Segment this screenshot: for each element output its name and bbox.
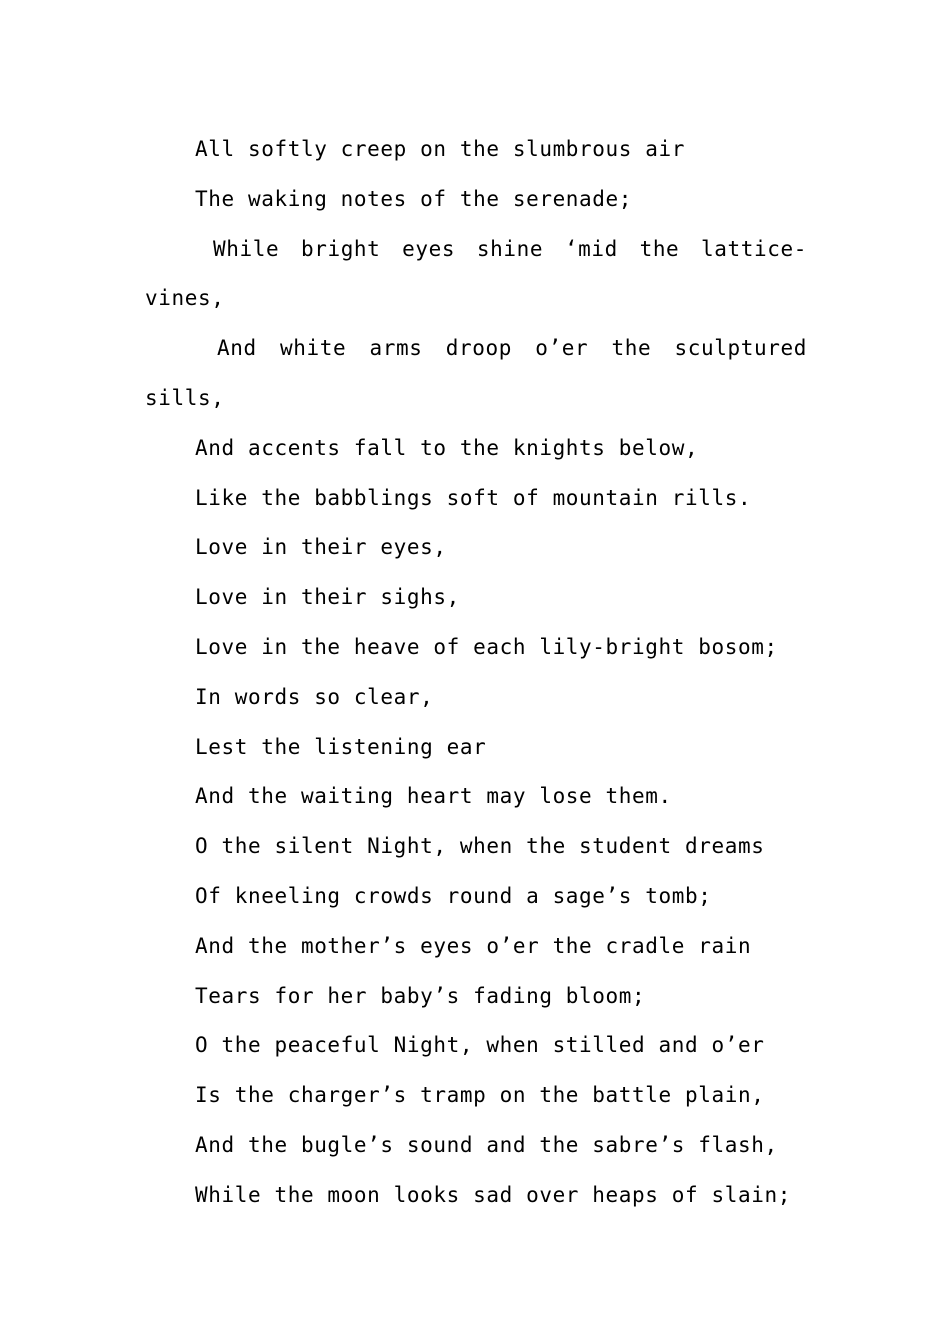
- poem-line: vines,: [145, 286, 225, 311]
- poem-line: All softly creep on the slumbrous air: [195, 137, 685, 161]
- poem-line: Tears for her baby’s fading bloom;: [195, 983, 646, 1008]
- poem-line: Love in the heave of each lily-bright bosom;: [195, 634, 778, 659]
- poem-line: Lest the listening ear: [195, 734, 487, 759]
- poem-line: The waking notes of the serenade;: [195, 186, 633, 211]
- poem-line: And accents fall to the knights below,: [195, 435, 699, 460]
- poem-line: Love in their eyes,: [195, 535, 447, 560]
- poem-line: And the waiting heart may lose them.: [195, 784, 672, 809]
- poem-line: Like the babblings soft of mountain rills.: [195, 485, 752, 510]
- poem-line: And the bugle’s sound and the sabre’s flash,: [195, 1132, 778, 1157]
- poem-line: O the peaceful Night, when stilled and o’er: [195, 1033, 765, 1058]
- poem-line: And white arms droop o’er the sculptured: [217, 336, 807, 361]
- poem-line: sills,: [145, 385, 225, 410]
- poem-body: [145, 125, 807, 1221]
- poem-line: While the moon looks sad over heaps of slain;: [195, 1182, 791, 1207]
- poem-line: O the silent Night, when the student dreams: [195, 834, 765, 859]
- poem-line: In words so clear,: [195, 684, 434, 709]
- poem-line: Of kneeling crowds round a sage’s tomb;: [195, 883, 712, 908]
- poem-line: Love in their sighs,: [195, 585, 460, 610]
- poem-line: While bright eyes shine ‘mid the lattice-: [213, 236, 807, 261]
- poem-line: And the mother’s eyes o’er the cradle rain: [195, 933, 752, 958]
- poem-line: Is the charger’s tramp on the battle plain,: [195, 1083, 765, 1108]
